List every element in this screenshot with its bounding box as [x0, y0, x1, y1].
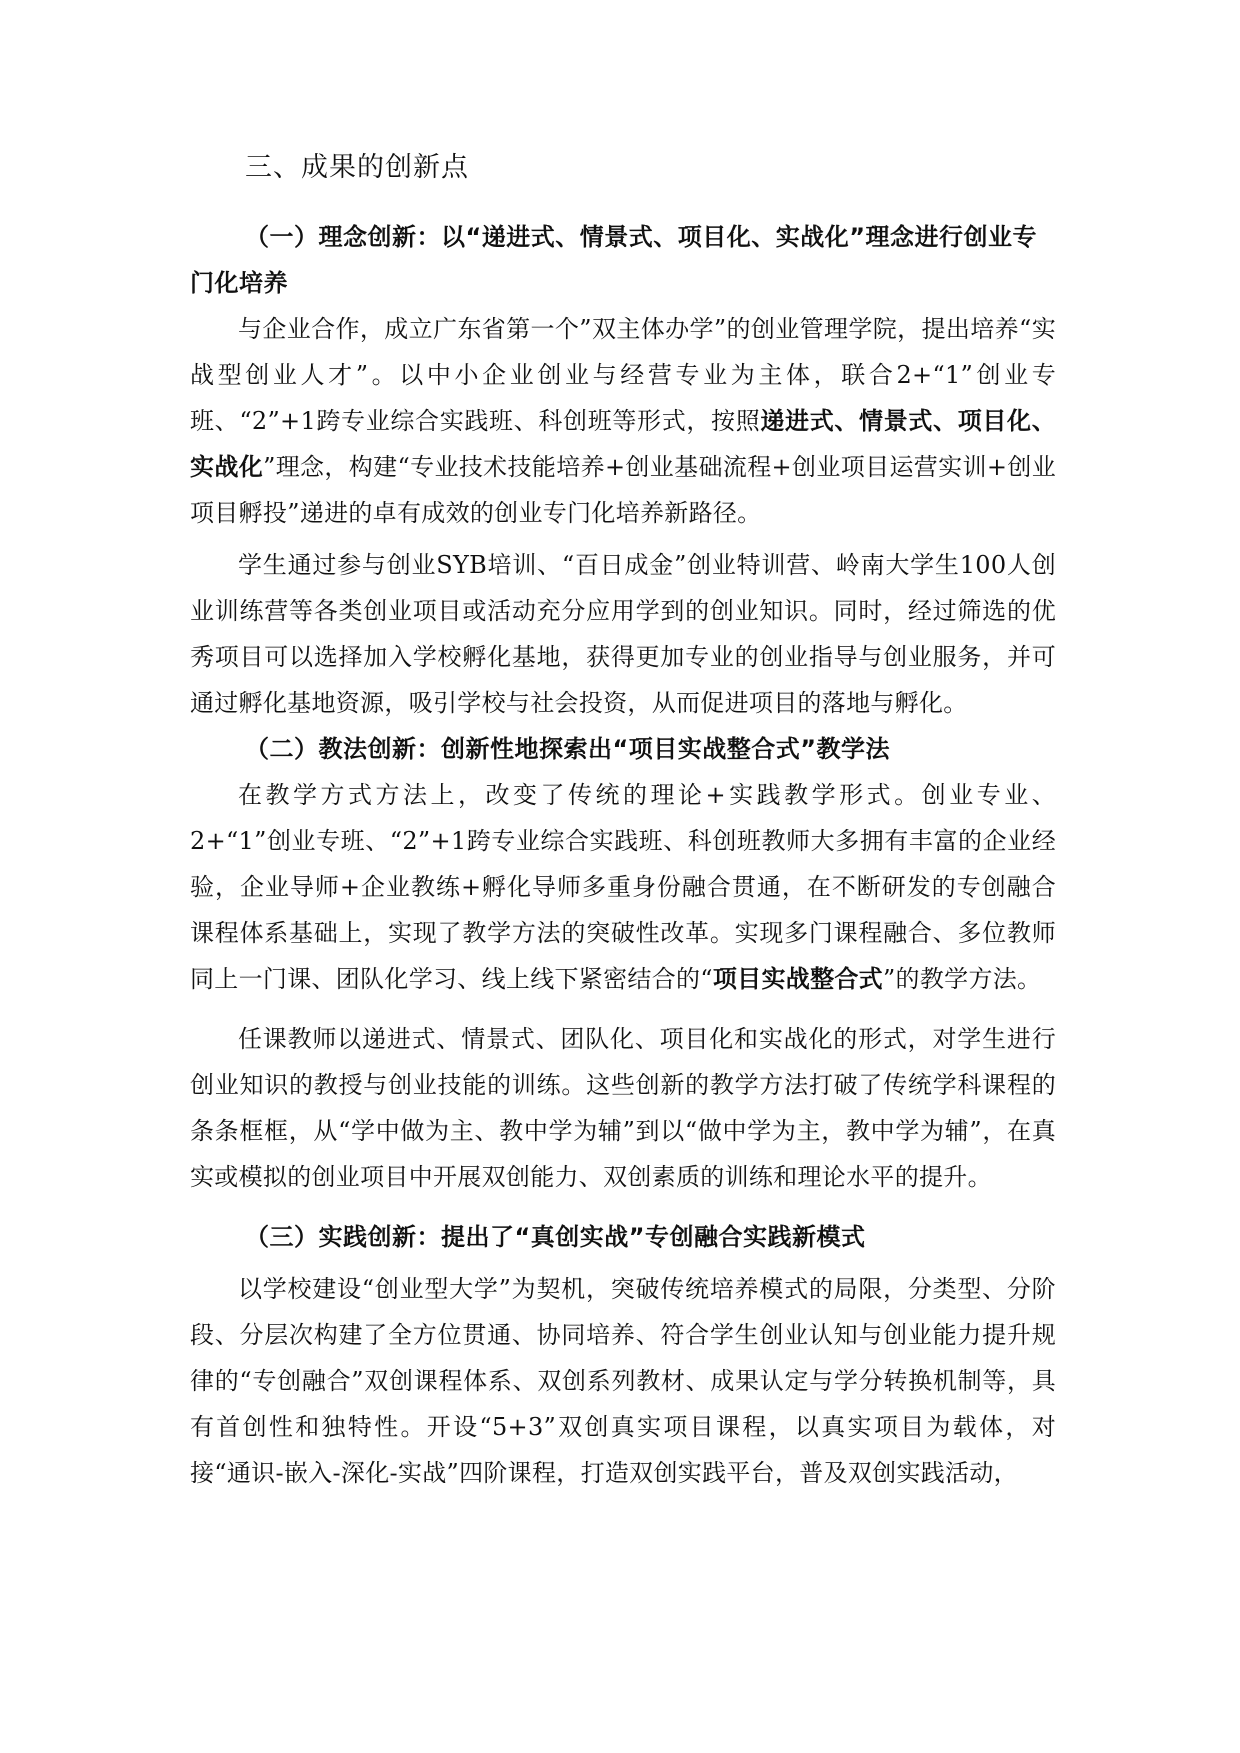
paragraph-text: ”的教学方法。	[882, 965, 1042, 993]
subsection-heading-practice: （三）实践创新：提出了“真创实战”专创融合实践新模式	[245, 1223, 866, 1251]
paragraph-concept-2: 学生通过参与创业SYB培训、“百日成金”创业特训营、岭南大学生100人创业训练营等各类创业项目或活动充分应用学到的创业知识。同时，经过筛选的优秀项目可以选择加入学校孵化基地，获得更加专业的创业指导与创业服务，并可通过孵化基地资源，吸引学校与社会投资，从而促进项目的落地与孵化。	[190, 551, 1056, 717]
bold-phrase: 项目实战整合式	[712, 965, 883, 993]
paragraph-concept-1	[190, 306, 1056, 536]
paragraph-text: 与企业合作，成立广东省第一个”双主体办学”的创业管理学院，提出培养“实战型创业人才”。以中小企业创业与经营专业为主体，联合2+“1”创业专班、“2”+1跨专业综合实践班、科创班等形式，按照	[190, 315, 1056, 435]
subsection-heading-teaching: （二）教法创新：创新性地探索出“项目实战整合式”教学法	[245, 735, 891, 763]
paragraph-teaching-1	[190, 772, 1056, 1002]
section-title: 三、成果的创新点	[245, 152, 469, 183]
paragraph-teaching-2: 任课教师以递进式、情景式、团队化、项目化和实战化的形式，对学生进行创业知识的教授与创业技能的训练。这些创新的教学方法打破了传统学科课程的条条框框，从“学中做为主、教中学为辅”到以“做中学为主，教中学为辅”，在真实或模拟的创业项目中开展双创能力、双创素质的训练和理论水平的提升。	[190, 1025, 1056, 1191]
document-body	[190, 148, 1056, 1496]
bold-phrase: 递进式、情景式、项目化、实战化	[190, 407, 1056, 481]
paragraph-text: 在教学方式方法上，改变了传统的理论+实践教学形式。创业专业、2+“1”创业专班、“2”+1跨专业综合实践班、科创班教师大多拥有丰富的企业经验，企业导师+企业教练+孵化导师多重身份融合贯通，在不断研发的专创融合课程体系基础上，实现了教学方法的突破性改革。实现多门课程融合、多位教师同上一门课、团队化学习、线上线下紧密结合的“	[190, 781, 1056, 993]
paragraph-practice-1: 以学校建设“创业型大学”为契机，突破传统培养模式的局限，分类型、分阶段、分层次构建了全方位贯通、协同培养、符合学生创业认知与创业能力提升规律的“专创融合”双创课程体系、双创系列教材、成果认定与学分转换机制等，具有首创性和独特性。开设“5+3”双创真实项目课程，以真实项目为载体，对接“通识-嵌入-深化-实战”四阶课程，打造双创实践平台，普及双创实践活动，	[190, 1275, 1056, 1487]
subsection-heading-concept: （一）理念创新：以“递进式、情景式、项目化、实战化”理念进行创业专门化培养	[190, 223, 1038, 297]
paragraph-text: ”理念，构建“专业技术技能培养+创业基础流程+创业项目运营实训+创业项目孵投”递进的卓有成效的创业专门化培养新路径。	[190, 453, 1056, 527]
